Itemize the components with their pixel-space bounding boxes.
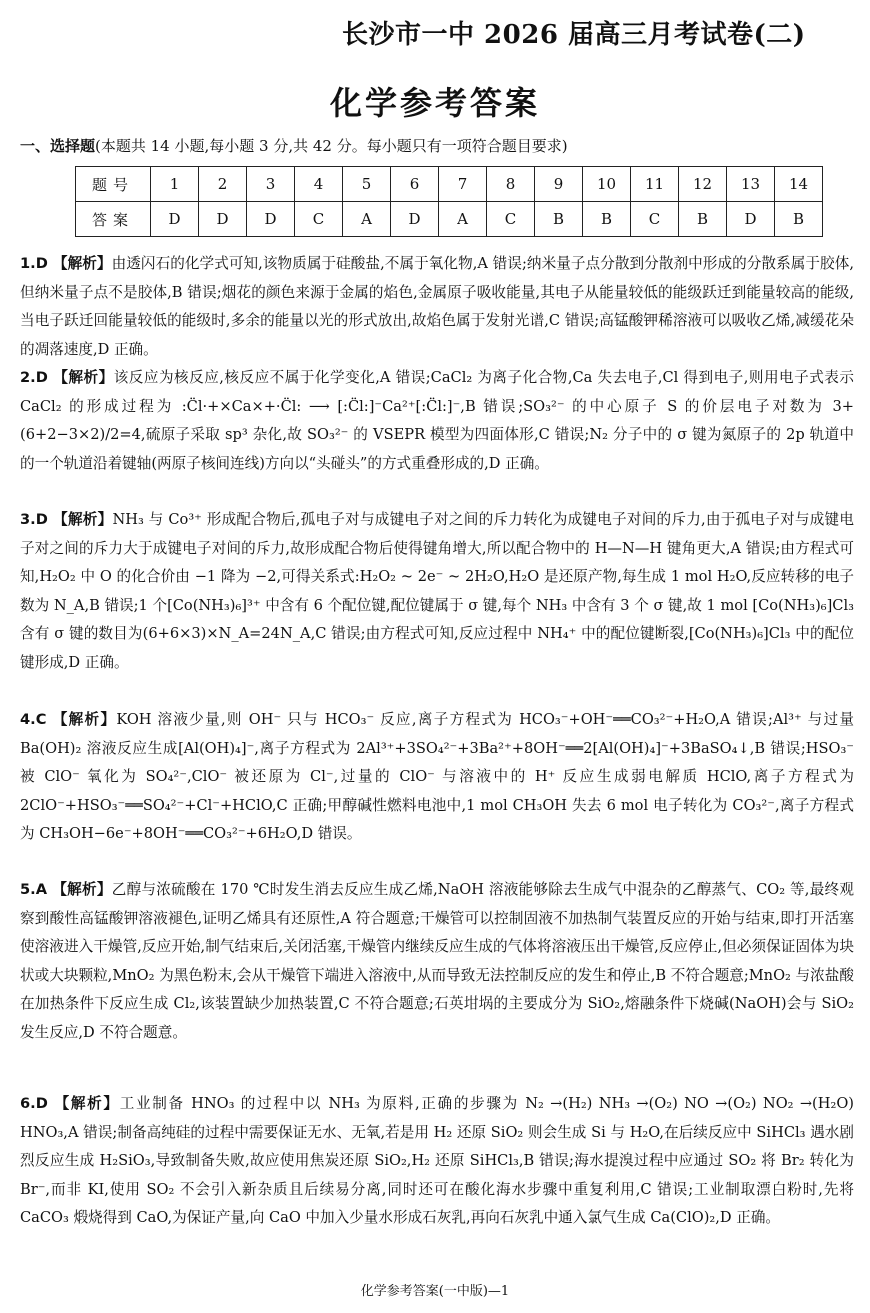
answer-cell: D (247, 202, 295, 237)
question-number-row (76, 167, 823, 202)
answer-cell: C (631, 202, 679, 237)
answer-cell: A (343, 202, 391, 237)
question-number-cell: 1 (151, 167, 199, 202)
question-number-cell: 3 (247, 167, 295, 202)
school-exam-title: 长沙市一中 2026 届高三月考试卷(二) (342, 20, 806, 50)
answer-cell: B (583, 202, 631, 237)
section-description: (本题共 14 小题,每小题 3 分,共 42 分。每小题只有一项符合题目要求) (95, 137, 568, 155)
question-number-cell: 13 (727, 167, 775, 202)
explanation-q1 (20, 250, 854, 364)
explanation-text: 工业制备 HNO₃ 的过程中以 NH₃ 为原料,正确的步骤为 N₂ →(H₂) NH₃ →(O₂) NO →(O₂) NO₂ →(H₂O) HNO₃,A 错误;制备高纯硅的过程中需要保证无水、无氧,若是用 H₂ 还原 SiO₂ 则会生成 Si 与 H₂O,在后续反应中 SiHCl₃ 遇水剧烈反应生成 H₂SiO₃,导致制备失败,故应使用焦炭还原 SiO₂,H₂ 还原 SiHCl₃,B 错误;海水提溴过程中应通过 SO₂ 将 Br₂ 转化为 Br⁻,而非 KI,使用 SO₂ 不会引入新杂质且后续易分离,同时还可在酸化海水步骤中重复利用,C 错误;工业制取漂白粉时,先将 CaCO₃ 煅烧得到 CaO,为保证产量,向 CaO 中加入少量水形成石灰乳,再向石灰乳中通入氯气生成 Ca(ClO)₂,D 正确。 (20, 1095, 854, 1227)
explanation-text: 乙醇与浓硫酸在 170 ℃时发生消去反应生成乙烯,NaOH 溶液能够除去生成气中混杂的乙醇蒸气、CO₂ 等,最终观察到酸性高锰酸钾溶液褪色,证明乙烯具有还原性,A 符合题意;干燥管可以控制固液不加热制气装置反应的开始与结束,即打开活塞使溶液进入干燥管,反应开始,制气结束后,关闭活塞,干燥管内继续反应生成的气体将溶液压出干燥管,反应停止,但必须保证固体为块状或大块颗粒,MnO₂ 为黑色粉末,会从干燥管下端进入溶液中,从而导致无法控制反应的发生和停止,B 不符合题意;MnO₂ 与浓盐酸在加热条件下反应生成 Cl₂,该装置缺少加热装置,C 不符合题意;石英坩埚的主要成分为 SiO₂,熔融条件下烧碱(NaOH)会与 SiO₂ 发生反应,D 不符合题意。 (20, 881, 854, 1041)
answer-cell: B (535, 202, 583, 237)
explanation-head: 2.D 【解析】 (20, 369, 114, 386)
question-number-cell: 9 (535, 167, 583, 202)
explanation-head: 1.D 【解析】 (20, 255, 112, 272)
explanation-q5 (20, 876, 854, 1048)
explanation-q6 (20, 1090, 854, 1233)
explanation-text: NH₃ 与 Co³⁺ 形成配合物后,孤电子对与成键电子对之间的斥力转化为成键电子对间的斥力,由于孤电子对与成键电子对之间的斥力大于成键电子对间的斥力,故形成配合物后使得键角增大,所以配合物中的 H—N—H 键角更大,A 错误;由方程式可知,H₂O₂ 中 O 的化合价由 −1 降为 −2,可得关系式:H₂O₂ ~ 2e⁻ ~ 2H₂O,H₂O 是还原产物,每生成 1 mol H₂O,反应转移的电子数为 N_A,B 错误;1 个[Co(NH₃)₆]³⁺ 中含有 6 个配位键,配位键属于 σ 键,每个 NH₃ 中含有 3 个 σ 键,故 1 mol [Co(NH₃)₆]Cl₃ 含有 σ 键的数目为(6+6×3)×N_A=24N_A,C 错误;由方程式可知,反应过程中 NH₄⁺ 中的配位键断裂,[Co(NH₃)₆]Cl₃ 中的配位键形成,D 正确。 (20, 511, 854, 671)
question-number-cell: 8 (487, 167, 535, 202)
question-number-cell: 2 (199, 167, 247, 202)
explanation-q2 (20, 364, 854, 478)
explanation-q3 (20, 506, 854, 678)
section-label: 一、选择题 (20, 137, 96, 155)
answer-cell: D (391, 202, 439, 237)
answer-row (76, 202, 823, 237)
question-number-cell: 14 (775, 167, 823, 202)
answer-cell: D (199, 202, 247, 237)
question-number-cell: 11 (631, 167, 679, 202)
question-number-cell: 12 (679, 167, 727, 202)
explanation-q4 (20, 706, 854, 849)
answer-cell: D (151, 202, 199, 237)
answer-table (75, 166, 823, 237)
answer-cell: C (295, 202, 343, 237)
row-header: 答案 (76, 202, 151, 237)
answer-cell: A (439, 202, 487, 237)
answer-cell: C (487, 202, 535, 237)
question-number-cell: 10 (583, 167, 631, 202)
explanation-head: 6.D 【解析】 (20, 1095, 120, 1112)
page-footer: 化学参考答案(一中版)—1 (360, 1284, 510, 1299)
question-number-cell: 5 (343, 167, 391, 202)
row-header: 题号 (76, 167, 151, 202)
answer-cell: D (727, 202, 775, 237)
explanation-head: 3.D 【解析】 (20, 511, 113, 528)
explanation-head: 5.A 【解析】 (20, 881, 112, 898)
section-heading (20, 135, 568, 156)
explanation-text: KOH 溶液少量,则 OH⁻ 只与 HCO₃⁻ 反应,离子方程式为 HCO₃⁻+OH⁻══CO₃²⁻+H₂O,A 错误;Al³⁺ 与过量 Ba(OH)₂ 溶液反应生成[Al(OH)₄]⁻,离子方程式为 2Al³⁺+3SO₄²⁻+3Ba²⁺+8OH⁻══2[Al(OH)₄]⁻+3BaSO₄↓,B 错误;HSO₃⁻ 被 ClO⁻ 氧化为 SO₄²⁻,ClO⁻ 被还原为 Cl⁻,过量的 ClO⁻ 与溶液中的 H⁺ 反应生成弱电解质 HClO,离子方程式为 2ClO⁻+HSO₃⁻══SO₄²⁻+Cl⁻+HClO,C 正确;甲醇碱性燃料电池中,1 mol CH₃OH 失去 6 mol 电子转化为 CO₃²⁻,离子方程式为 CH₃OH−6e⁻+8OH⁻══CO₃²⁻+6H₂O,D 错误。 (20, 711, 854, 843)
explanation-head: 4.C 【解析】 (20, 711, 117, 728)
page-title: 化学参考答案 (329, 84, 540, 122)
question-number-cell: 7 (439, 167, 487, 202)
answer-cell: B (679, 202, 727, 237)
explanation-text: 由透闪石的化学式可知,该物质属于硅酸盐,不属于氧化物,A 错误;纳米量子点分散到分散剂中形成的分散系属于胶体,但纳米量子点不是胶体,B 错误;烟花的颜色来源于金属的焰色,金属原子吸收能量,其电子从能量较低的能级跃迁到能量较高的能级,当电子跃迁回能量较低的能级时,多余的能量以光的形式放出,故焰色属于发射光谱,C 错误;高锰酸钾稀溶液可以吸收乙烯,减缓花朵的凋落速度,D 正确。 (20, 255, 854, 358)
question-number-cell: 6 (391, 167, 439, 202)
answer-cell: B (775, 202, 823, 237)
question-number-cell: 4 (295, 167, 343, 202)
explanation-text: 该反应为核反应,核反应不属于化学变化,A 错误;CaCl₂ 为离子化合物,Ca 失去电子,Cl 得到电子,则用电子式表示 CaCl₂ 的形成过程为 :C̈l·+×Ca×+·C̈l: ⟶ [:C̈l:]⁻Ca²⁺[:C̈l:]⁻,B 错误;SO₃²⁻ 的中心原子 S 的价层电子对数为 3+(6+2−3×2)/2=4,硫原子采取 sp³ 杂化,故 SO₃²⁻ 的 VSEPR 模型为四面体形,C 错误;N₂ 分子中的 σ 键为氮原子的 2p 轨道中的一个轨道沿着键轴(两原子核间连线)方向以“头碰头”的方式重叠形成的,D 正确。 (20, 369, 854, 472)
